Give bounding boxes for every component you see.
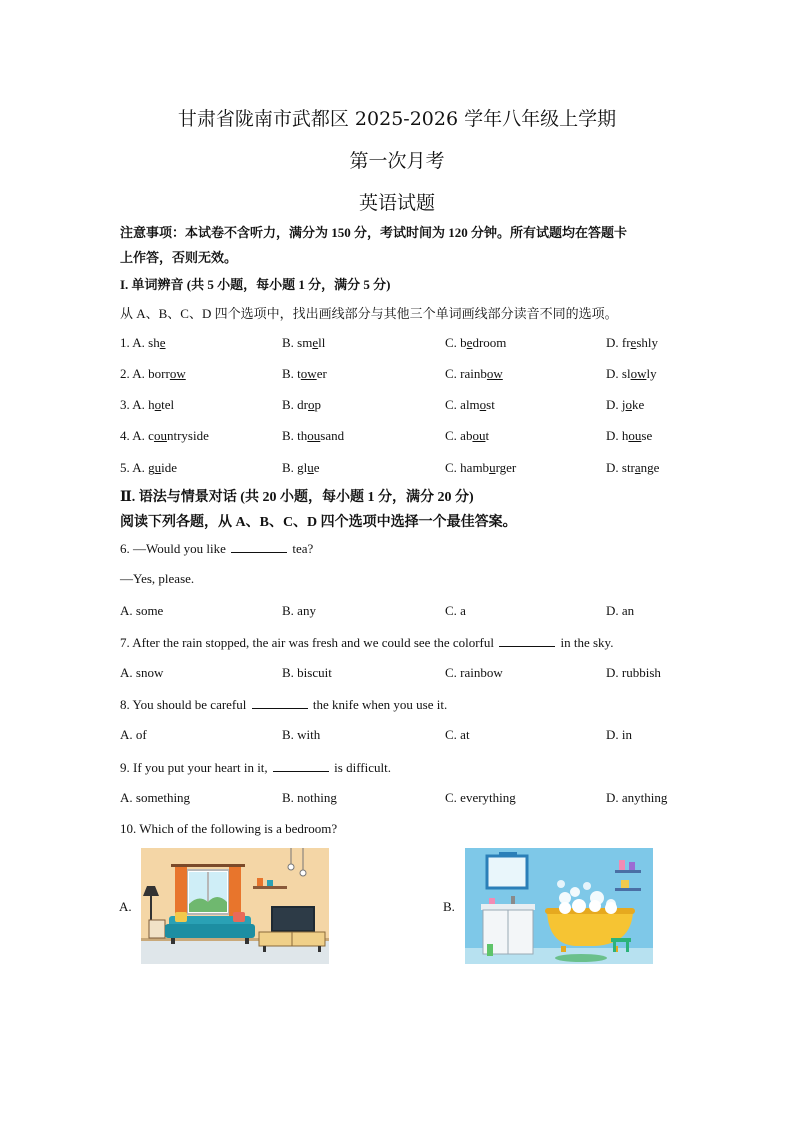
q4-option-c[interactable]: [445, 428, 489, 444]
q3-option-c-pre: C. alm: [445, 397, 480, 412]
q4-option-d-pre: D. h: [606, 428, 629, 443]
q1-option-c-pre: C. b: [445, 335, 467, 350]
q2-option-c[interactable]: [445, 366, 503, 382]
q4-option-b-post: sand: [320, 428, 345, 443]
q4-option-a-mark: ou: [153, 428, 167, 443]
q3-options: [120, 397, 700, 417]
q8-stem: [120, 696, 447, 713]
q7-stem-after: in the sky.: [560, 635, 614, 650]
q5-option-b-pre: B. gl: [282, 460, 308, 475]
q7-stem: [120, 634, 613, 651]
q3-option-d[interactable]: [606, 397, 644, 413]
q9-blank: [273, 759, 329, 772]
living-room-image[interactable]: [141, 848, 329, 964]
q2-option-a[interactable]: [120, 366, 186, 382]
q4-option-a-post: ntryside: [166, 428, 209, 443]
q2-option-d[interactable]: [606, 366, 657, 382]
q7-blank: [499, 634, 555, 647]
q5-option-b-post: e: [313, 460, 320, 475]
q8-option-b[interactable]: B. with: [282, 727, 321, 742]
q3-option-c[interactable]: [445, 397, 495, 413]
q1-option-b[interactable]: [282, 335, 325, 351]
q2-option-b-pre: B. t: [282, 366, 301, 381]
q9-stem-before: 9. If you put your heart in it,: [120, 760, 268, 775]
q8-options: [120, 727, 700, 747]
q5-option-a-post: ide: [161, 460, 178, 475]
q3-option-b-pre: B. dr: [282, 397, 308, 412]
q1-option-d-post: shly: [636, 335, 658, 350]
q5-option-c[interactable]: [445, 460, 516, 476]
q3-option-d-mark: o: [625, 397, 632, 412]
q1-option-d-mark: e: [630, 335, 637, 350]
q3-option-b-mark: o: [308, 397, 315, 412]
q5-option-c-pre: C. hamb: [445, 460, 490, 475]
q8-stem-after: the knife when you use it.: [312, 697, 448, 712]
q9-option-d[interactable]: D. anything: [606, 790, 668, 805]
q8-option-d[interactable]: D. in: [606, 727, 632, 742]
section2-instruction: 阅读下列各题，从 A、B、C、D 四个选项中选择一个最佳答案。: [120, 515, 517, 530]
q2-option-d-post: ly: [646, 366, 657, 381]
exam-subject: 英语试题: [358, 192, 435, 214]
q5-option-d-post: nge: [640, 460, 660, 475]
q10-option-b-label[interactable]: B.: [443, 899, 455, 914]
q4-option-d-mark: ou: [628, 428, 642, 443]
q3-option-d-pre: D. j: [606, 397, 626, 412]
section1-instruction: 从 A、B、C、D 四个选项中，找出画线部分与其他三个单词画线部分读音不同的选项。: [120, 306, 618, 321]
notice-line-2: 上作答，否则无效。: [120, 250, 238, 265]
q1-options: [120, 335, 700, 355]
q6-option-b[interactable]: B. any: [282, 603, 316, 618]
q3-option-c-mark: o: [479, 397, 487, 412]
q1-option-a-mark: e: [159, 335, 166, 350]
q9-options: [120, 790, 700, 810]
q1-option-b-pre: B. sm: [282, 335, 313, 350]
q5-option-b[interactable]: [282, 460, 320, 476]
q6-options: [120, 603, 700, 623]
q6-option-c[interactable]: C. a: [445, 603, 466, 618]
q9-stem-after: is difficult.: [334, 760, 391, 775]
q1-option-b-mark: e: [312, 335, 319, 350]
q8-option-a[interactable]: A. of: [120, 727, 147, 742]
q2-option-d-pre: D. sl: [606, 366, 631, 381]
q1-option-b-post: ll: [318, 335, 326, 350]
q4-option-c-pre: C. ab: [445, 428, 473, 443]
q9-option-a[interactable]: A. something: [120, 790, 191, 805]
q3-option-a-mark: o: [154, 397, 162, 412]
q6-blank: [231, 540, 287, 553]
q2-option-a-mark: ow: [169, 366, 186, 381]
q1-option-c[interactable]: [445, 335, 506, 351]
exam-title: 甘肃省陇南市武都区 2025-2026 学年八年级上学期: [177, 108, 617, 130]
q10-stem: 10. Which of the following is a bedroom?: [120, 821, 338, 836]
q4-option-d[interactable]: [606, 428, 652, 444]
living-room-illustration: [141, 848, 329, 964]
q9-option-b[interactable]: B. nothing: [282, 790, 337, 805]
q9-stem: [120, 759, 391, 776]
q1-option-c-mark: e: [466, 335, 473, 350]
q2-options: [120, 366, 700, 386]
q2-option-b-mark: ow: [300, 366, 317, 381]
q3-option-b[interactable]: [282, 397, 321, 413]
q6-stem: [120, 540, 313, 557]
q7-option-b[interactable]: B. biscuit: [282, 665, 332, 680]
q5-option-c-mark: u: [489, 460, 496, 475]
q1-option-d[interactable]: [606, 335, 658, 351]
q8-blank: [252, 696, 308, 709]
q5-option-d[interactable]: [606, 460, 659, 476]
q6-option-d[interactable]: D. an: [606, 603, 635, 618]
q3-option-a-post: tel: [161, 397, 175, 412]
q1-option-a-pre: 1. A. sh: [120, 335, 160, 350]
q1-option-a[interactable]: [120, 335, 166, 351]
q5-option-a-mark: u: [154, 460, 162, 475]
q6-stem-after: tea?: [292, 541, 314, 556]
q5-option-b-mark: u: [307, 460, 314, 475]
q2-option-c-mark: ow: [486, 366, 503, 381]
q3-option-c-post: st: [486, 397, 495, 412]
q4-option-b-mark: ou: [307, 428, 321, 443]
q10-option-a-label[interactable]: A.: [119, 899, 132, 914]
q7-option-d[interactable]: D. rubbish: [606, 665, 661, 680]
q4-option-c-mark: ou: [472, 428, 486, 443]
bathroom-illustration: [465, 848, 653, 964]
q4-option-a-pre: 4. A. c: [120, 428, 154, 443]
q7-option-a[interactable]: A. snow: [120, 665, 164, 680]
q3-option-a-pre: 3. A. h: [120, 397, 155, 412]
exam-subtitle: 第一次月考: [349, 150, 445, 172]
q4-option-b-pre: B. th: [282, 428, 308, 443]
q2-option-d-mark: ow: [630, 366, 647, 381]
q5-option-c-post: rger: [495, 460, 517, 475]
q5-option-a-pre: 5. A. g: [120, 460, 155, 475]
q5-option-d-mark: a: [634, 460, 641, 475]
section1-heading: I. 单词辨音 (共 5 小题，每小题 1 分，满分 5 分): [120, 277, 391, 292]
q6-option-a[interactable]: A. some: [120, 603, 164, 618]
q2-option-c-pre: C. rainb: [445, 366, 487, 381]
q7-options: [120, 665, 700, 685]
notice-line-1: 注意事项：本试卷不含听力，满分为 150 分，考试时间为 120 分钟。所有试题均在答题卡: [120, 225, 628, 240]
q6-reply: —Yes, please.: [120, 571, 195, 586]
q5-option-d-pre: D. str: [606, 460, 635, 475]
q5-option-a[interactable]: [120, 460, 177, 476]
q3-option-b-post: p: [314, 397, 321, 412]
q4-option-d-post: se: [641, 428, 653, 443]
notice: [120, 220, 680, 270]
q2-option-b[interactable]: [282, 366, 327, 382]
q1-option-d-pre: D. fr: [606, 335, 631, 350]
q9-option-c[interactable]: C. everything: [445, 790, 516, 805]
bathroom-image[interactable]: [465, 848, 653, 964]
q6-stem-before: 6. —Would you like: [120, 541, 226, 556]
q7-option-c[interactable]: C. rainbow: [445, 665, 503, 680]
q2-option-a-pre: 2. A. borr: [120, 366, 170, 381]
q4-option-c-post: t: [485, 428, 490, 443]
section2-heading: Ⅱ. 语法与情景对话 (共 20 小题，每小题 1 分，满分 20 分): [120, 490, 474, 505]
q1-option-c-post: droom: [472, 335, 507, 350]
q4-options: [120, 428, 700, 448]
q7-stem-before: 7. After the rain stopped, the air was fresh and we could see the colorful: [120, 635, 494, 650]
q2-option-b-post: er: [316, 366, 327, 381]
q8-option-c[interactable]: C. at: [445, 727, 470, 742]
q3-option-d-post: ke: [632, 397, 645, 412]
q5-options: [120, 460, 700, 480]
q4-option-b[interactable]: [282, 428, 344, 444]
q4-option-a[interactable]: [120, 428, 209, 444]
q3-option-a[interactable]: [120, 397, 174, 413]
q8-stem-before: 8. You should be careful: [120, 697, 247, 712]
